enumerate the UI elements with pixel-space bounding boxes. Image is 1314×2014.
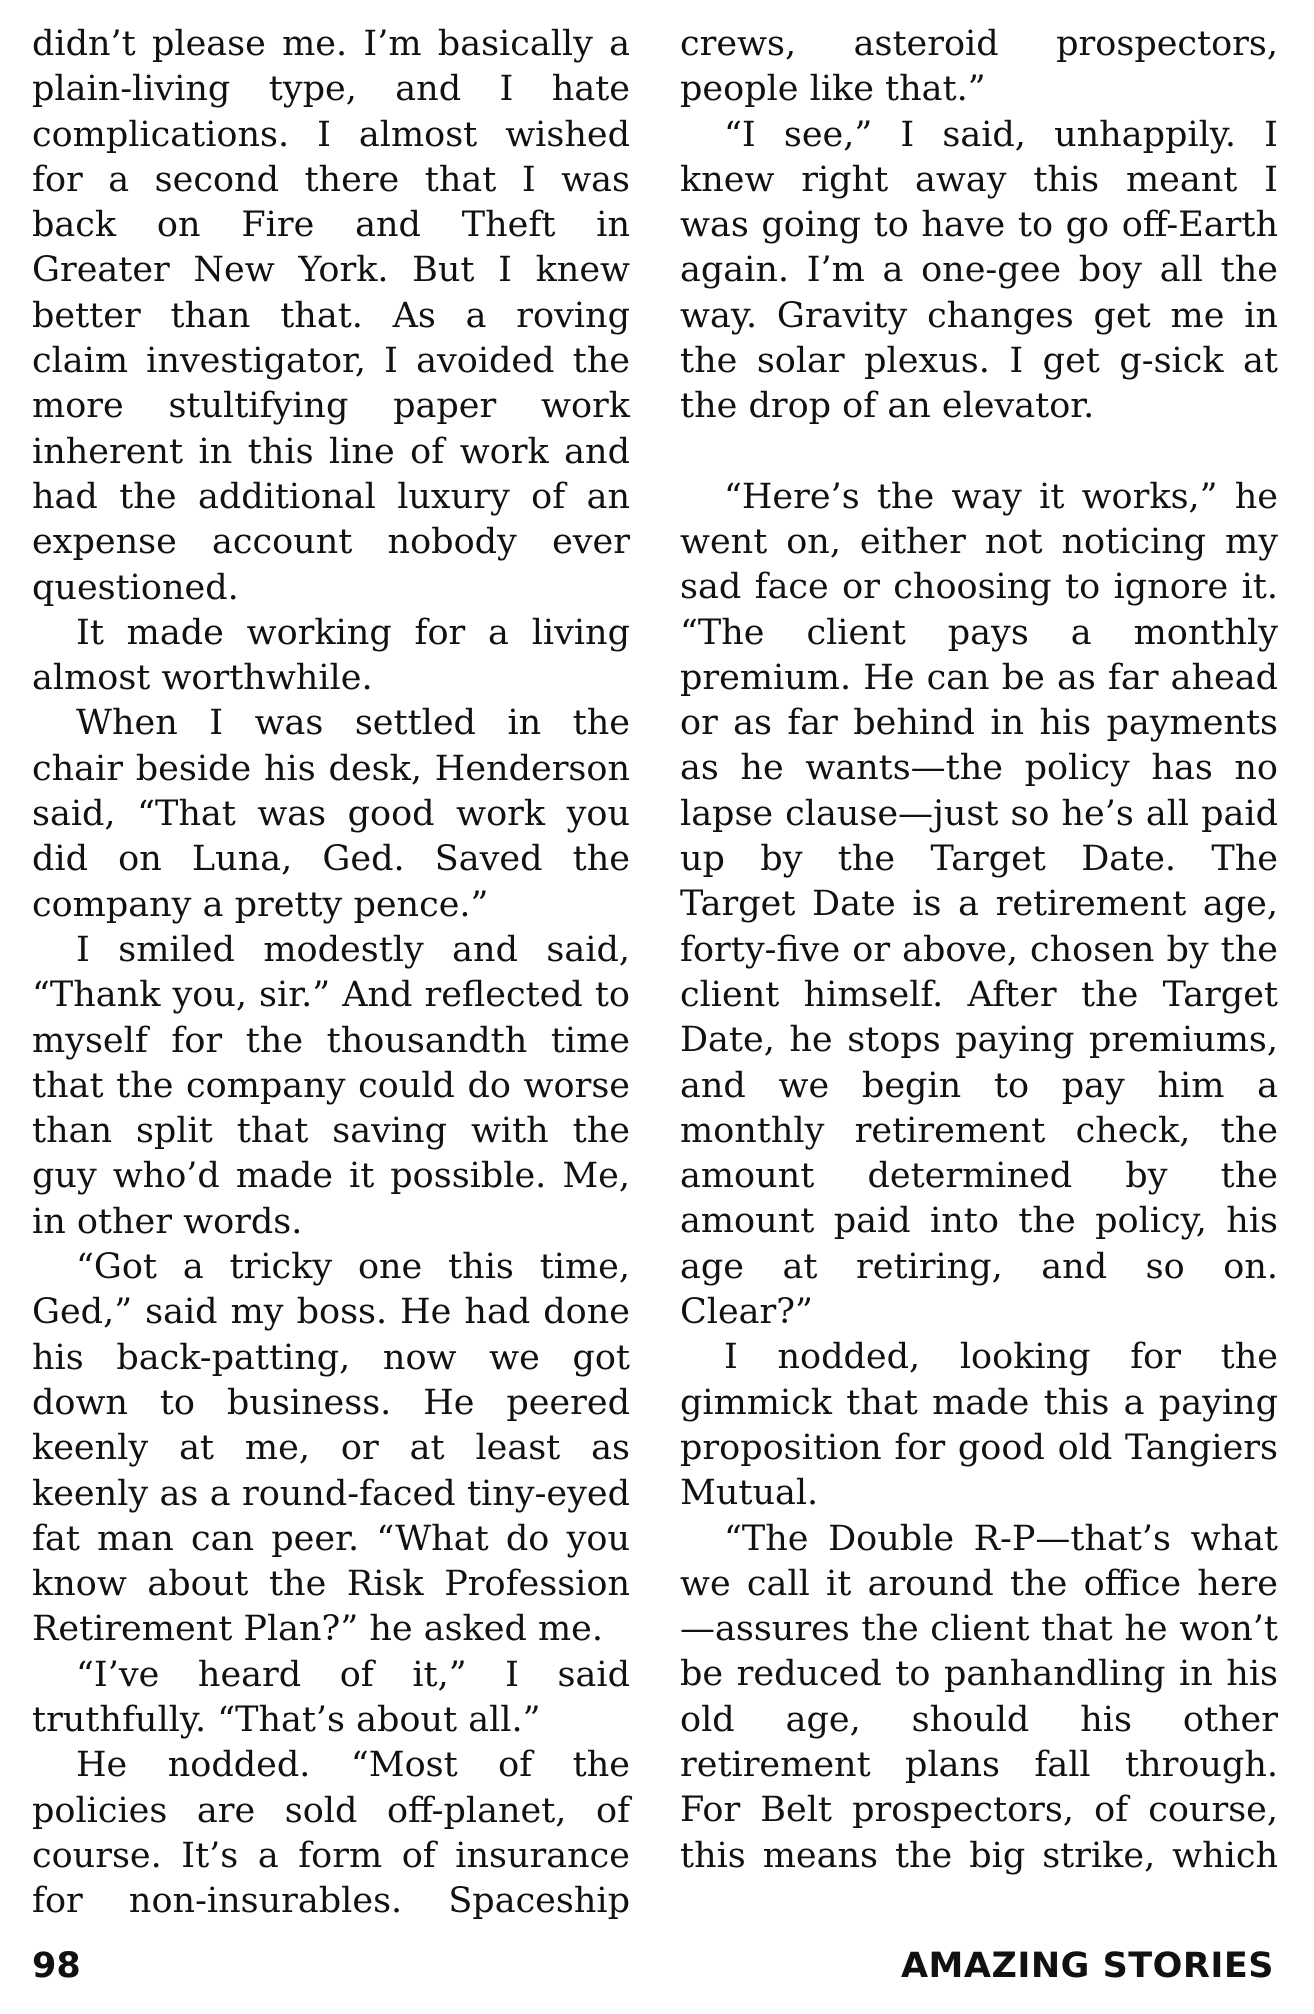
paragraph: “I’ve heard of it,” I said truthfully. “That’s about all.” [32, 1654, 630, 1740]
paragraph: “Got a tricky one this time, Ged,” said my boss. He had done his back-patting, now we got down to business. He peered keenly at me, or at least as keenly as a round-faced tiny-eyed fat man can peer. “What do you know about the Risk Profession Retirement Plan?” he asked me. [32, 1247, 630, 1650]
paragraph-continued: didn’t please me. I’m basically a plain-living type, and I hate complications. I almost wished for a second there that I was back on Fire and Theft in Greater New York. But I knew better than that. As a roving claim investigator, I avoided the more stultifying paper work inherent in this line of work and had the additional luxury of an expense account nobody ever questioned. [32, 24, 630, 608]
paragraph: It made working for a living almost worthwhile. [32, 612, 630, 699]
paragraph: When I was settled in the chair beside his desk, Henderson said, “That was good work you did on Luna, Ged. Saved the company a pretty pence.” [32, 703, 630, 925]
page-footer [32, 1946, 1274, 1996]
paragraph-continued: crews, asteroid prospectors, people like that.” [680, 24, 1278, 110]
paragraph: “The Double R-P—that’s what we call it around the office here —assures the client that he won’t be reduced to panhandling in his old age, should his other retirement plans fall through. For Belt prospectors, of course, this means the big strike, which [680, 1518, 1278, 1876]
right-text-column [680, 22, 1278, 1879]
paragraph: I nodded, looking for the gimmick that made this a paying proposition for good old Tangiers Mutual. [680, 1337, 1278, 1514]
page-number: 98 [32, 1946, 81, 1986]
left-text-column [32, 22, 630, 1924]
paragraph: I smiled modestly and said, “Thank you, sir.” And reflected to myself for the thousandth time that the company could do worse than split that saving with the guy who’d made it possible. Me, in other words. [32, 929, 630, 1242]
paragraph: “Here’s the way it works,” he went on, either not noticing my sad face or choosing to ignore it. “The client pays a monthly premium. He can be as far ahead or as far behind in his payments as he wants—the policy has no lapse clause—just so he’s all paid up by the Target Date. The Target Date is a retirement age, forty-five or above, chosen by the client himself. After the Target Date, he stops paying premiums, and we begin to pay him a monthly retirement check, the amount determined by the amount paid into the policy, his age at retiring, and so on. Clear?” [680, 476, 1278, 1333]
paragraph: He nodded. “Most of the policies are sold off-planet, of course. It’s a form of insurance for non-insurables. Spaceship [32, 1745, 630, 1922]
paragraph: “I see,” I said, unhappily. I knew right away this meant I was going to have to go off-Earth again. I’m a one-gee boy all the way. Gravity changes get me in the solar plexus. I get g-sick at the drop of an elevator. [680, 114, 1278, 427]
magazine-title: AMAZING STORIES [900, 1946, 1274, 1986]
